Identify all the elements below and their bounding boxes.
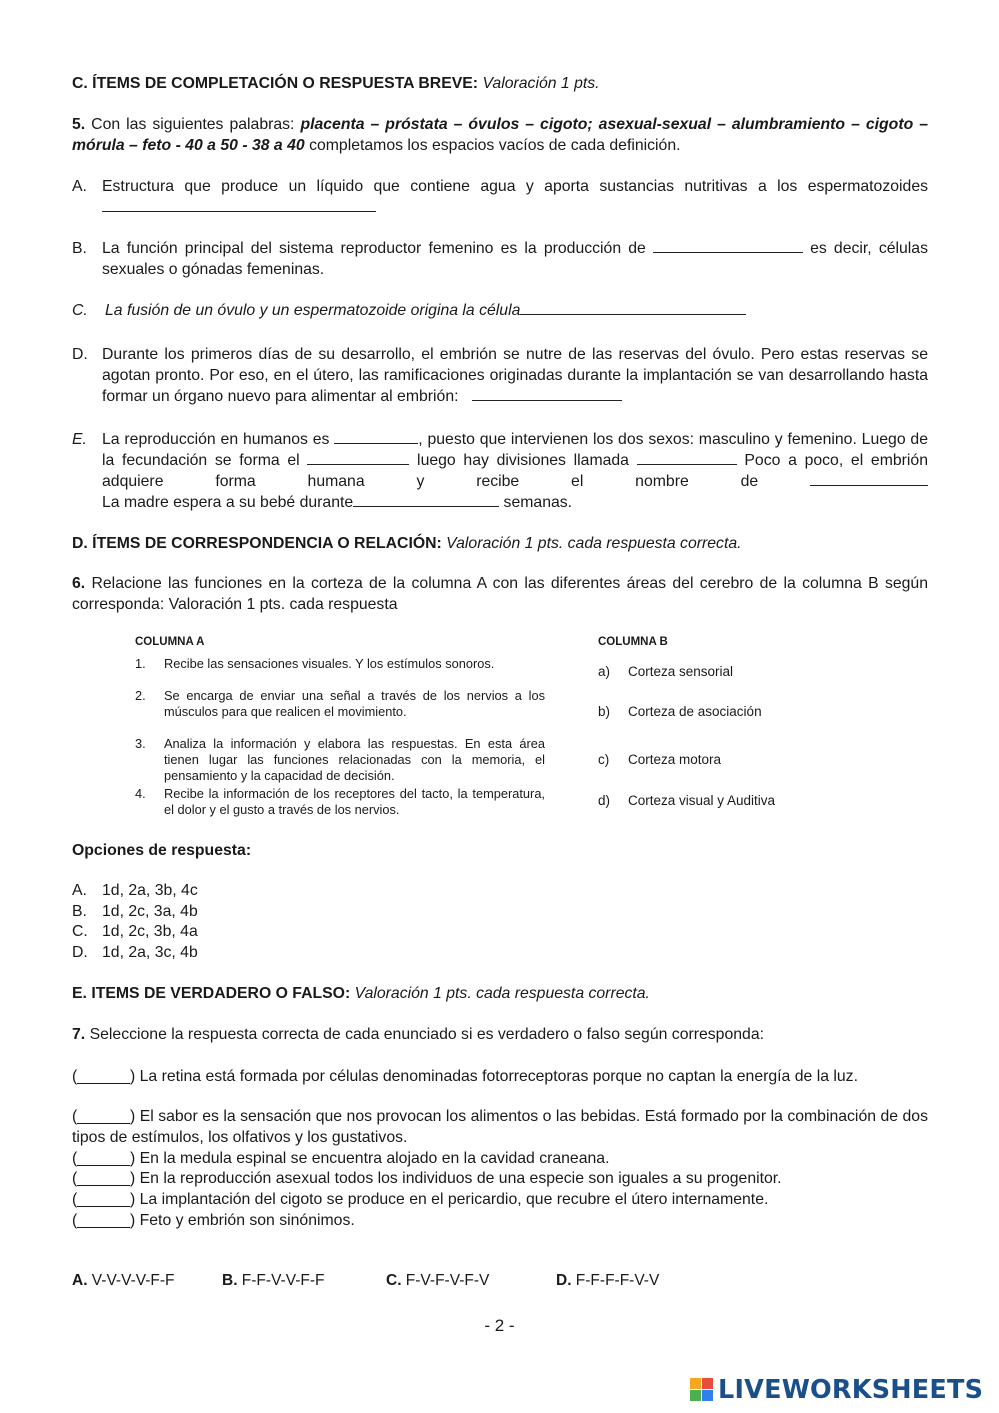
column-b-item bbox=[598, 704, 762, 720]
true-false-statement[interactable]: (______) La implantación del cigoto se produce en el pericardio, que recubre el útero internamente. bbox=[72, 1191, 769, 1208]
options-title: Opciones de respuesta: bbox=[72, 842, 252, 859]
blank-answer-field[interactable] bbox=[307, 450, 409, 465]
blank-answer-field[interactable] bbox=[637, 450, 737, 465]
blank-answer-field[interactable] bbox=[520, 300, 746, 315]
answer-letter: D. bbox=[556, 1272, 572, 1289]
column-a-number: 1. bbox=[135, 656, 146, 671]
column-a-number: 4. bbox=[135, 786, 146, 801]
option-letter: C. bbox=[72, 923, 88, 940]
blank-answer-field[interactable] bbox=[653, 238, 803, 253]
item-b bbox=[72, 238, 928, 280]
item-c-text: La fusión de un óvulo y un espermatozoide origina la célula bbox=[105, 302, 521, 319]
answer-choice[interactable] bbox=[222, 1270, 324, 1291]
blank-answer-field[interactable] bbox=[334, 429, 418, 444]
column-b-item bbox=[598, 793, 775, 809]
answer-text: F-F-V-V-F-F bbox=[237, 1272, 325, 1289]
column-b-text: Corteza sensorial bbox=[628, 664, 734, 679]
item-e-text-3: luego hay divisiones llamada bbox=[409, 452, 637, 469]
blank-answer-field[interactable] bbox=[353, 492, 499, 507]
column-a-title: COLUMNA A bbox=[135, 636, 205, 648]
brand-logo bbox=[690, 1375, 983, 1405]
item-b-text-after: es decir, células sexuales o gónadas femeninas. bbox=[102, 240, 928, 278]
question-6-number: 6. bbox=[72, 575, 86, 592]
item-e-text-4: Poco a poco, el embrión adquiere forma humana y recibe el nombre de bbox=[102, 452, 928, 490]
section-c-value: Valoración 1 pts. bbox=[478, 75, 600, 92]
item-a bbox=[72, 176, 928, 218]
column-a-item bbox=[135, 688, 545, 720]
section-e-heading bbox=[72, 983, 928, 1004]
item-e-text-6: semanas. bbox=[499, 494, 573, 511]
column-a-text: Recibe las sensaciones visuales. Y los estímulos sonoros. bbox=[164, 656, 495, 671]
true-false-statement[interactable]: (______) En la reproducción asexual todos los individuos de una especie son iguales a su progenitor. bbox=[72, 1170, 782, 1187]
column-b-title: COLUMNA B bbox=[598, 636, 668, 648]
question-5-rest: completamos los espacios vacíos de cada definición. bbox=[304, 137, 681, 154]
answer-letter: A. bbox=[72, 1272, 88, 1289]
item-letter: E. bbox=[72, 431, 87, 448]
column-a-item bbox=[135, 736, 545, 784]
item-e-text-2: , puesto que intervienen los dos sexos: masculino y femenino. Luego de la fecundación se forma el bbox=[102, 431, 928, 469]
section-d-value: Valoración 1 pts. cada respuesta correcta. bbox=[441, 535, 742, 552]
brand-name: LIVEWORKSHEETS bbox=[718, 1375, 984, 1405]
item-d bbox=[72, 344, 928, 407]
column-b-text: Corteza motora bbox=[628, 752, 722, 767]
section-e-value: Valoración 1 pts. cada respuesta correcta. bbox=[350, 985, 650, 1002]
option-text: 1d, 2c, 3a, 4b bbox=[102, 903, 198, 920]
question-6-text bbox=[72, 573, 928, 615]
question-5-number: 5. bbox=[72, 116, 86, 133]
section-e-title: E. ITEMS DE VERDADERO O FALSO: bbox=[72, 985, 351, 1002]
column-a-number: 3. bbox=[135, 736, 146, 751]
question-6-body: Relacione las funciones en la corteza de la columna A con las diferentes áreas del cerebro de la columna B según corresponda: Valoración 1 pts. cada respuesta bbox=[72, 575, 928, 613]
liveworksheets-mark-icon bbox=[690, 1378, 714, 1402]
column-b-letter: a) bbox=[598, 664, 611, 679]
column-b-letter: c) bbox=[598, 752, 610, 767]
true-false-statement[interactable]: (______) Feto y embrión son sinónimos. bbox=[72, 1212, 355, 1229]
answer-choice[interactable] bbox=[386, 1270, 489, 1291]
column-b-letter: d) bbox=[598, 793, 611, 808]
item-e-text-1: La reproducción en humanos es bbox=[102, 431, 335, 448]
blank-answer-field[interactable] bbox=[472, 386, 622, 401]
item-e bbox=[72, 429, 928, 513]
answer-option[interactable] bbox=[72, 921, 198, 942]
option-letter: D. bbox=[72, 944, 88, 961]
answer-option[interactable] bbox=[72, 880, 198, 901]
item-b-text-before: La función principal del sistema reproductor femenino es la producción de bbox=[102, 240, 653, 257]
answer-choice[interactable] bbox=[72, 1270, 174, 1291]
answer-letter: B. bbox=[222, 1272, 238, 1289]
answer-option[interactable] bbox=[72, 942, 198, 963]
item-letter: C. bbox=[72, 302, 88, 319]
item-letter: A. bbox=[72, 178, 87, 195]
item-letter: D. bbox=[72, 346, 88, 363]
column-a-item bbox=[135, 786, 545, 818]
answer-text: V-V-V-V-F-F bbox=[87, 1272, 175, 1289]
page-number: - 2 - bbox=[484, 1316, 515, 1335]
column-b-letter: b) bbox=[598, 704, 611, 719]
item-a-text: Estructura que produce un líquido que contiene agua y aporta sustancias nutritivas a los espermatozoides bbox=[102, 178, 928, 195]
answer-text: F-F-F-F-V-V bbox=[571, 1272, 660, 1289]
answer-choice[interactable] bbox=[556, 1270, 659, 1291]
true-false-statement[interactable]: (______) El sabor es la sensación que nos provocan los alimentos o las bebidas. Está formado por la combinación de dos tipos de estímulos, los olfativos y los gustativos. bbox=[72, 1108, 928, 1146]
column-a-number: 2. bbox=[135, 688, 146, 703]
blank-answer-field[interactable] bbox=[810, 471, 928, 486]
section-c-title: C. ÍTEMS DE COMPLETACIÓN O RESPUESTA BREVE: bbox=[72, 75, 479, 92]
question-7-number: 7. bbox=[72, 1026, 86, 1043]
question-5-intro-text: Con las siguientes palabras: bbox=[85, 116, 301, 133]
option-text: 1d, 2c, 3b, 4a bbox=[102, 923, 198, 940]
true-false-statement[interactable]: (______) La retina está formada por células denominadas fotorreceptoras porque no captan la energía de la luz. bbox=[72, 1068, 858, 1085]
column-b-item bbox=[598, 664, 733, 680]
blank-answer-field[interactable] bbox=[102, 197, 376, 212]
word-bank: placenta – próstata – óvulos – cigoto; asexual-sexual – alumbramiento – cigoto – mórula – feto - 40 a 50 - 38 a 40 bbox=[72, 116, 929, 154]
answer-letter: C. bbox=[386, 1272, 402, 1289]
true-false-statement[interactable]: (______) En la medula espinal se encuentra alojado en la cavidad craneana. bbox=[72, 1150, 610, 1167]
column-a-text: Se encarga de enviar una señal a través de los nervios a los músculos para que realicen el movimiento. bbox=[164, 688, 545, 719]
column-b-item bbox=[598, 752, 721, 768]
column-b-text: Corteza de asociación bbox=[628, 704, 762, 719]
column-b-text: Corteza visual y Auditiva bbox=[628, 793, 776, 808]
option-text: 1d, 2a, 3b, 4c bbox=[102, 882, 198, 899]
item-d-text: Durante los primeros días de su desarrollo, el embrión se nutre de las reservas del óvulo. Pero estas reservas se agotan pronto. Por eso, en el útero, las ramificaciones originadas durante la implantación se van desarrollando hasta formar un órgano nuevo para alimentar al embrión: bbox=[102, 346, 928, 405]
question-7-text bbox=[72, 1024, 928, 1045]
answer-text: F-V-F-V-F-V bbox=[401, 1272, 490, 1289]
column-a-item bbox=[135, 656, 545, 672]
column-a-text: Analiza la información y elabora las respuestas. En esta área tienen lugar las funciones relacionadas con la memoria, el pensamiento y la capacidad de decisión. bbox=[164, 736, 545, 783]
item-c bbox=[72, 300, 928, 321]
option-text: 1d, 2a, 3c, 4b bbox=[102, 944, 198, 961]
question-7-body: Seleccione la respuesta correcta de cada enunciado si es verdadero o falso según corresponda: bbox=[85, 1026, 764, 1043]
section-c-heading bbox=[72, 73, 928, 94]
option-letter: B. bbox=[72, 903, 87, 920]
item-letter: B. bbox=[72, 240, 87, 257]
answer-option[interactable] bbox=[72, 901, 198, 922]
section-d-title: D. ÍTEMS DE CORRESPONDENCIA O RELACIÓN: bbox=[72, 535, 442, 552]
option-letter: A. bbox=[72, 882, 87, 899]
item-e-text-5: La madre espera a su bebé durante bbox=[102, 494, 354, 511]
section-d-heading bbox=[72, 533, 928, 554]
question-5-intro bbox=[72, 114, 928, 156]
column-a-text: Recibe la información de los receptores del tacto, la temperatura, el dolor y el gusto a través de los nervios. bbox=[164, 786, 545, 817]
